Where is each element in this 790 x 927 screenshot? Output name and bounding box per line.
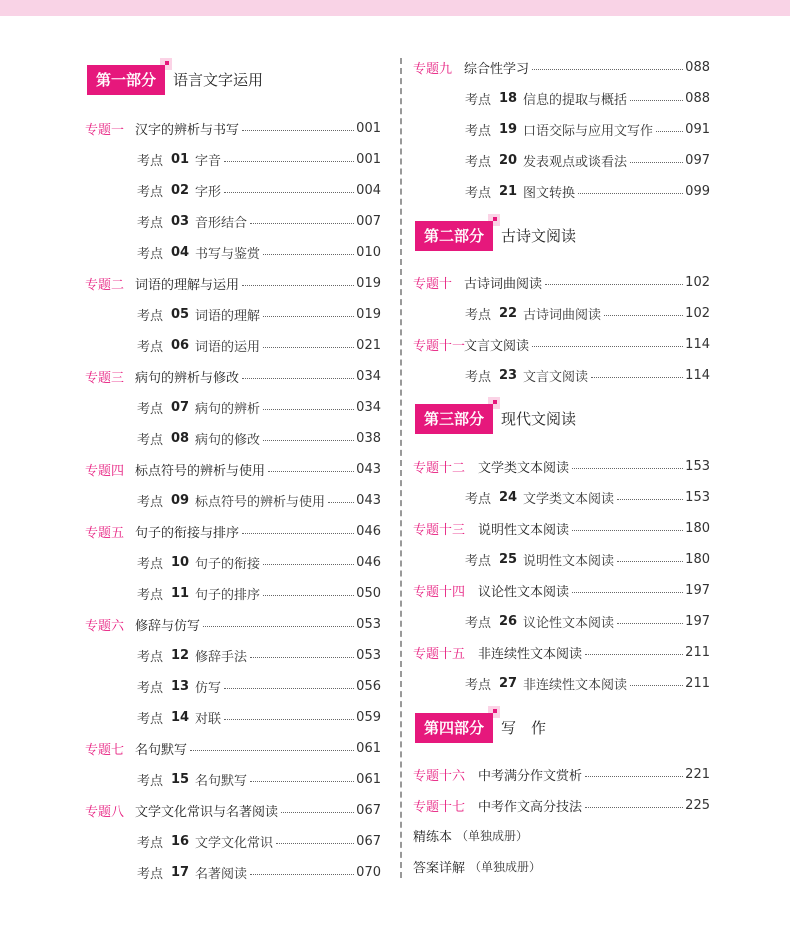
topic-title: 句子的衔接与排序 (135, 525, 240, 541)
page-number: 050 (356, 585, 381, 601)
point-row[interactable] (413, 87, 710, 109)
dot-leader (532, 69, 683, 70)
point-label: 考点 (137, 649, 164, 665)
point-label: 考点 (137, 773, 164, 789)
topic-row[interactable] (413, 56, 710, 78)
dot-leader (328, 502, 354, 503)
dot-leader (263, 347, 354, 348)
topic-row[interactable] (85, 365, 381, 387)
point-number: 08 (171, 430, 190, 446)
topic-title: 修辞与仿写 (135, 618, 201, 634)
point-number: 26 (499, 613, 518, 629)
topic-number: 专题十五 (413, 646, 466, 662)
page-number: 001 (356, 151, 381, 167)
point-row[interactable] (413, 672, 710, 694)
page-number: 102 (685, 305, 710, 321)
point-number: 10 (171, 554, 190, 570)
dot-leader (203, 626, 354, 627)
point-label: 考点 (137, 308, 164, 324)
point-title: 音形结合 (195, 215, 248, 231)
dot-leader (250, 223, 354, 224)
point-title: 病句的修改 (195, 432, 261, 448)
point-title: 信息的提取与概括 (523, 92, 628, 108)
dot-leader (224, 192, 354, 193)
page-number: 067 (356, 833, 381, 849)
page-number: 046 (356, 523, 381, 539)
topic-number: 专题二 (85, 277, 125, 293)
dot-leader (578, 193, 683, 194)
page-number: 070 (356, 864, 381, 880)
point-number: 01 (171, 151, 190, 167)
page-number: 180 (685, 520, 710, 536)
topic-title: 词语的理解与运用 (135, 277, 240, 293)
dot-leader (630, 162, 683, 163)
topic-row[interactable] (413, 763, 710, 785)
dot-leader (585, 807, 683, 808)
point-row[interactable] (85, 148, 381, 170)
point-title: 文学文化常识 (195, 835, 274, 851)
point-label: 考点 (465, 553, 492, 569)
topic-number: 专题六 (85, 618, 125, 634)
page-number: 061 (356, 740, 381, 756)
point-label: 考点 (137, 866, 164, 882)
point-label: 考点 (465, 154, 492, 170)
point-title: 发表观点或谈看法 (523, 154, 628, 170)
page-number: 004 (356, 182, 381, 198)
appendix-note: （单独成册） (456, 828, 529, 843)
dot-leader (585, 776, 683, 777)
point-label: 考点 (137, 494, 164, 510)
dot-leader (572, 592, 683, 593)
appendix-note: （单独成册） (469, 859, 542, 874)
point-label: 考点 (137, 680, 164, 696)
point-row[interactable] (85, 582, 381, 604)
point-label: 考点 (137, 184, 164, 200)
point-number: 20 (499, 152, 518, 168)
point-title: 字形 (195, 184, 222, 200)
topic-number: 专题八 (85, 804, 125, 820)
point-number: 03 (171, 213, 190, 229)
point-label: 考点 (137, 153, 164, 169)
topic-title: 中考满分作文赏析 (478, 768, 583, 784)
point-title: 名著阅读 (195, 866, 248, 882)
page-number: 221 (685, 766, 710, 782)
dot-leader (224, 161, 354, 162)
dot-leader (617, 623, 683, 624)
point-number: 13 (171, 678, 190, 694)
point-label: 考点 (137, 215, 164, 231)
point-number: 04 (171, 244, 190, 260)
page-number: 225 (685, 797, 710, 813)
point-title: 文言文阅读 (523, 369, 589, 385)
point-row[interactable] (85, 706, 381, 728)
point-row[interactable] (413, 180, 710, 202)
dot-leader (617, 499, 683, 500)
point-title: 图文转换 (523, 185, 576, 201)
dot-leader (263, 564, 354, 565)
point-row[interactable] (85, 179, 381, 201)
topic-title: 文言文阅读 (464, 338, 530, 354)
point-number: 11 (171, 585, 190, 601)
point-number: 24 (499, 489, 518, 505)
part-badge: 第四部分 (415, 713, 493, 743)
point-row[interactable] (85, 489, 381, 511)
point-row[interactable] (85, 396, 381, 418)
point-label: 考点 (137, 556, 164, 572)
point-title: 标点符号的辨析与使用 (195, 494, 326, 510)
point-title: 口语交际与应用文写作 (523, 123, 654, 139)
topic-title: 病句的辨析与修改 (135, 370, 240, 386)
page-number: 114 (685, 336, 710, 352)
dot-leader (545, 284, 683, 285)
point-row[interactable] (85, 551, 381, 573)
point-title: 说明性文本阅读 (523, 553, 615, 569)
point-title: 词语的运用 (195, 339, 261, 355)
point-label: 考点 (465, 615, 492, 631)
appendix-row[interactable] (413, 824, 710, 846)
topic-row[interactable] (85, 737, 381, 759)
part-title: 写 作 (501, 719, 547, 737)
topic-title: 议论性文本阅读 (478, 584, 570, 600)
dot-leader (242, 533, 354, 534)
dot-leader (532, 346, 683, 347)
appendix-title: 答案详解 (413, 860, 466, 876)
point-row[interactable] (85, 768, 381, 790)
point-title: 名句默写 (195, 773, 248, 789)
page-number: 007 (356, 213, 381, 229)
appendix-row[interactable] (413, 855, 710, 877)
topic-number: 专题十六 (413, 768, 466, 784)
point-title: 议论性文本阅读 (523, 615, 615, 631)
dot-leader (656, 131, 683, 132)
point-row[interactable] (413, 364, 710, 386)
point-row[interactable] (85, 303, 381, 325)
topic-row[interactable] (413, 794, 710, 816)
point-row[interactable] (85, 644, 381, 666)
point-row[interactable] (85, 861, 381, 883)
part-title: 语言文字运用 (173, 71, 264, 89)
dot-leader (572, 468, 683, 469)
page-number: 053 (356, 647, 381, 663)
dot-leader (263, 409, 354, 410)
topic-row[interactable] (413, 455, 710, 477)
topic-row[interactable] (85, 458, 381, 480)
page-number: 114 (685, 367, 710, 383)
dot-leader (242, 378, 354, 379)
point-label: 考点 (465, 123, 492, 139)
point-row[interactable] (85, 427, 381, 449)
page-number: 056 (356, 678, 381, 694)
dot-leader (250, 874, 354, 875)
topic-number: 专题十三 (413, 522, 466, 538)
point-number: 16 (171, 833, 190, 849)
topic-title: 古诗词曲阅读 (464, 276, 543, 292)
point-title: 句子的衔接 (195, 556, 261, 572)
point-title: 字音 (195, 153, 222, 169)
point-number: 17 (171, 864, 190, 880)
page-number: 180 (685, 551, 710, 567)
point-row[interactable] (413, 302, 710, 324)
dot-leader (630, 685, 683, 686)
dot-leader (263, 440, 354, 441)
point-label: 考点 (137, 246, 164, 262)
part-badge: 第一部分 (87, 65, 165, 95)
page-number: 043 (356, 461, 381, 477)
dot-leader (263, 254, 354, 255)
point-title: 文学类文本阅读 (523, 491, 615, 507)
page-number: 067 (356, 802, 381, 818)
point-row[interactable] (85, 241, 381, 263)
point-title: 非连续性文本阅读 (523, 677, 628, 693)
topic-row[interactable] (85, 520, 381, 542)
point-label: 考点 (137, 835, 164, 851)
point-number: 06 (171, 337, 190, 353)
page-number: 102 (685, 274, 710, 290)
point-label: 考点 (465, 307, 492, 323)
part-title: 现代文阅读 (501, 410, 577, 428)
topic-title: 非连续性文本阅读 (478, 646, 583, 662)
topic-title: 中考作文高分技法 (478, 799, 583, 815)
point-number: 23 (499, 367, 518, 383)
page-number: 097 (685, 152, 710, 168)
dot-leader (591, 377, 683, 378)
page-number: 099 (685, 183, 710, 199)
topic-row[interactable] (85, 117, 381, 139)
point-title: 仿写 (195, 680, 222, 696)
point-title: 病句的辨析 (195, 401, 261, 417)
page-number: 034 (356, 399, 381, 415)
topic-number: 专题四 (85, 463, 125, 479)
page-number: 053 (356, 616, 381, 632)
page-number: 043 (356, 492, 381, 508)
point-row[interactable] (413, 118, 710, 140)
dot-leader (242, 130, 354, 131)
dot-leader (630, 100, 683, 101)
dot-leader (281, 812, 354, 813)
topic-number: 专题十七 (413, 799, 466, 815)
point-label: 考点 (137, 401, 164, 417)
dot-leader (617, 561, 683, 562)
point-number: 09 (171, 492, 190, 508)
point-number: 15 (171, 771, 190, 787)
point-number: 27 (499, 675, 518, 691)
column-divider (400, 58, 402, 878)
topic-number: 专题一 (85, 122, 125, 138)
point-label: 考点 (137, 339, 164, 355)
page-number: 153 (685, 489, 710, 505)
topic-title: 说明性文本阅读 (478, 522, 570, 538)
page-number: 038 (356, 430, 381, 446)
point-title: 修辞手法 (195, 649, 248, 665)
dot-leader (572, 530, 683, 531)
point-label: 考点 (137, 711, 164, 727)
page-number: 010 (356, 244, 381, 260)
point-number: 14 (171, 709, 190, 725)
topic-number: 专题七 (85, 742, 125, 758)
point-row[interactable] (85, 675, 381, 697)
dot-leader (250, 781, 354, 782)
point-number: 07 (171, 399, 190, 415)
part-badge: 第二部分 (415, 221, 493, 251)
page-number: 019 (356, 306, 381, 322)
topic-number: 专题十一 (413, 338, 466, 354)
point-row[interactable] (85, 334, 381, 356)
dot-leader (604, 315, 683, 316)
topic-title: 汉字的辨析与书写 (135, 122, 240, 138)
point-number: 21 (499, 183, 518, 199)
page-number: 197 (685, 582, 710, 598)
topic-row[interactable] (413, 641, 710, 663)
point-number: 05 (171, 306, 190, 322)
point-row[interactable] (413, 610, 710, 632)
page-number: 197 (685, 613, 710, 629)
topic-number: 专题十四 (413, 584, 466, 600)
page-number: 034 (356, 368, 381, 384)
point-number: 22 (499, 305, 518, 321)
page-number: 059 (356, 709, 381, 725)
page-number: 021 (356, 337, 381, 353)
point-label: 考点 (465, 92, 492, 108)
dot-leader (250, 657, 354, 658)
dot-leader (263, 316, 354, 317)
page-number: 153 (685, 458, 710, 474)
topic-row[interactable] (413, 333, 710, 355)
topic-number: 专题十二 (413, 460, 466, 476)
page-number: 211 (685, 675, 710, 691)
appendix-title: 精练本 (413, 829, 453, 845)
point-number: 18 (499, 90, 518, 106)
point-row[interactable] (85, 210, 381, 232)
point-row[interactable] (413, 548, 710, 570)
dot-leader (190, 750, 354, 751)
topic-number: 专题三 (85, 370, 125, 386)
point-label: 考点 (465, 369, 492, 385)
point-label: 考点 (137, 587, 164, 603)
page-number: 061 (356, 771, 381, 787)
point-row[interactable] (85, 830, 381, 852)
topic-title: 名句默写 (135, 742, 188, 758)
page-number: 046 (356, 554, 381, 570)
point-number: 12 (171, 647, 190, 663)
point-title: 书写与鉴赏 (195, 246, 261, 262)
point-number: 02 (171, 182, 190, 198)
page-number: 019 (356, 275, 381, 291)
dot-leader (224, 719, 354, 720)
topic-title: 标点符号的辨析与使用 (135, 463, 266, 479)
point-row[interactable] (413, 149, 710, 171)
topic-title: 文学文化常识与名著阅读 (135, 804, 279, 820)
point-label: 考点 (465, 185, 492, 201)
point-title: 对联 (195, 711, 222, 727)
topic-row[interactable] (413, 271, 710, 293)
dot-leader (224, 688, 354, 689)
topic-row[interactable] (85, 799, 381, 821)
topic-title: 综合性学习 (464, 61, 530, 77)
part-badge: 第三部分 (415, 404, 493, 434)
point-label: 考点 (137, 432, 164, 448)
point-number: 25 (499, 551, 518, 567)
page-number: 088 (685, 59, 710, 75)
dot-leader (268, 471, 354, 472)
topic-number: 专题五 (85, 525, 125, 541)
topic-number: 专题九 (413, 61, 453, 77)
point-title: 古诗词曲阅读 (523, 307, 602, 323)
page-number: 088 (685, 90, 710, 106)
point-label: 考点 (465, 491, 492, 507)
page-number: 001 (356, 120, 381, 136)
topic-row[interactable] (413, 579, 710, 601)
part-title: 古诗文阅读 (501, 227, 577, 245)
point-title: 词语的理解 (195, 308, 261, 324)
topic-row[interactable] (413, 517, 710, 539)
topic-row[interactable] (85, 272, 381, 294)
point-label: 考点 (465, 677, 492, 693)
point-row[interactable] (413, 486, 710, 508)
top-color-band (0, 0, 790, 16)
dot-leader (276, 843, 354, 844)
dot-leader (242, 285, 354, 286)
point-number: 19 (499, 121, 518, 137)
point-title: 句子的排序 (195, 587, 261, 603)
topic-title: 文学类文本阅读 (478, 460, 570, 476)
page-number: 211 (685, 644, 710, 660)
page-number: 091 (685, 121, 710, 137)
topic-row[interactable] (85, 613, 381, 635)
dot-leader (263, 595, 354, 596)
dot-leader (585, 654, 683, 655)
topic-number: 专题十 (413, 276, 453, 292)
